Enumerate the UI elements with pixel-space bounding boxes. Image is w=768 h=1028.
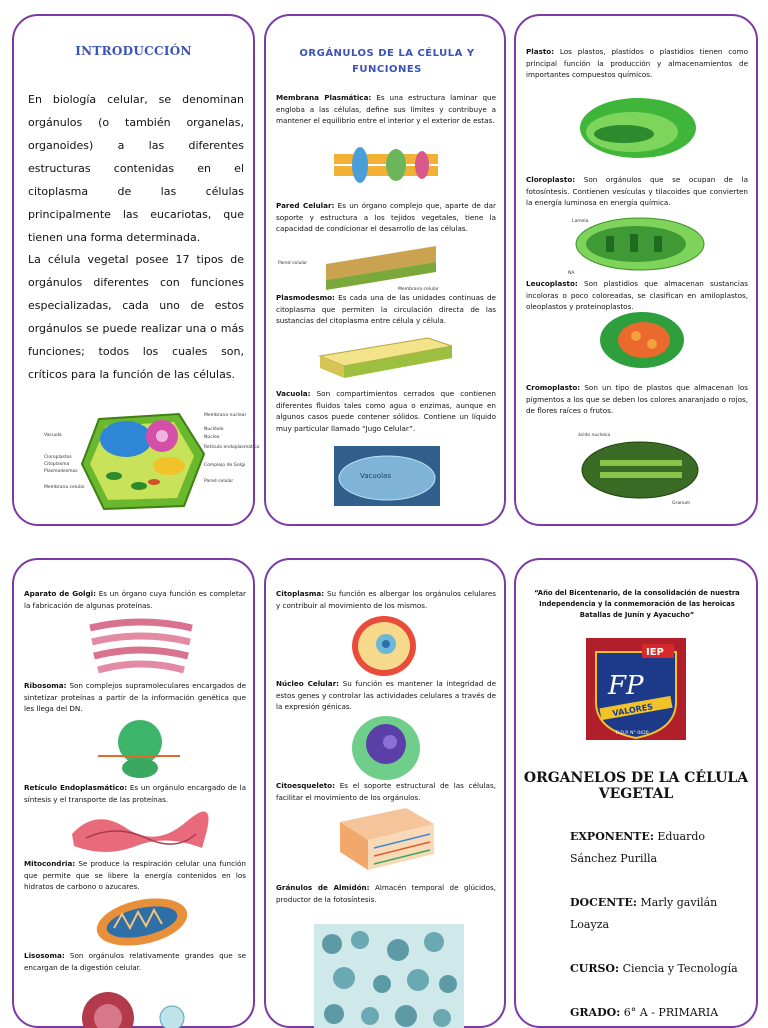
- item-name: Cloroplasto:: [526, 175, 576, 184]
- item-name: Lisosoma:: [24, 951, 65, 960]
- item-text: Es un orgánulo encargado de la síntesis y el transporte de las proteínas.: [24, 783, 246, 804]
- item-name: Membrana Plasmática:: [276, 93, 372, 102]
- golgi-cisterna: [94, 650, 188, 656]
- starch-granule: [647, 339, 657, 349]
- item-text: Su función es mantener la integridad de estos genes y controlar las actividades celulares a través de la expresión génicas.: [276, 679, 496, 711]
- item-lisosoma: [24, 950, 246, 973]
- item-name: Núcleo Celular:: [276, 679, 340, 688]
- item-text: Son complejos supramoleculares encargados de sintetizar proteínas a partir de la información genética que les llega del DN.: [24, 681, 246, 713]
- cover-docente: [570, 892, 746, 936]
- item-name: Plasto:: [526, 47, 555, 56]
- starch-granule: [433, 1009, 451, 1027]
- item-name: Cromoplasto:: [526, 383, 581, 392]
- cover-quote: “Año del Bicentenario, de la consolidación de nuestra Independencia y la conmemoración de las heroicas Batallas de Junín y Ayacucho”: [534, 589, 740, 619]
- item-text: Almacén temporal de glúcidos, productor de la fotosíntesis.: [276, 883, 496, 904]
- panel-citoplasma: [264, 558, 506, 1028]
- item-name: Citoplasma:: [276, 589, 325, 598]
- item-name: Pared Celular:: [276, 201, 335, 210]
- item-name: Vacuola:: [276, 389, 311, 398]
- exponente-label: EXPONENTE:: [570, 830, 654, 843]
- label-membrana-nuclear: Membrana nuclear: [204, 413, 247, 418]
- organulos-title: ORGÁNULOS DE LA CÉLULA Y FUNCIONES: [299, 48, 475, 75]
- school-logo: [586, 638, 686, 740]
- docente-value: Marly gavilán Loayza: [570, 896, 718, 931]
- label-acido-nucleico: ácido nucleico: [578, 433, 611, 438]
- item-granulos: [276, 882, 496, 905]
- item-mitocondria: [24, 858, 246, 893]
- ribosoma-image: [94, 716, 184, 780]
- intro-paragraph-2: La célula vegetal posee 17 tipos de orgánulos diferentes con funciones especializadas, cada uno de estos orgánulos se puede realizar una o más funciones; todos los cuales son, críticos para la función de las células.: [28, 253, 244, 381]
- protein-shape: [352, 147, 368, 183]
- starch-granule: [407, 969, 429, 991]
- label-nucleolo: Nucléolo: [204, 427, 224, 432]
- label-citoplasma: Citoplasma: [44, 462, 70, 467]
- label-nucleo: Núcleo: [204, 435, 220, 440]
- panel-portada: [514, 558, 758, 1028]
- item-plasto: [526, 46, 748, 81]
- panel-organulos: [264, 14, 506, 526]
- leucoplasto-inner: [618, 322, 670, 358]
- starch-granule: [361, 1007, 379, 1025]
- item-text: Son compartimientos cerrados que contienen diferentes fluidos tales como agua o enzimas, aunque en algunos casos puede contener sólidos. Contiene un líquido muy particular llamado “Jugo Celular”.: [276, 389, 496, 433]
- label-granum: Granum: [672, 501, 691, 506]
- reticulo-image: [66, 804, 210, 854]
- item-citoesqueleto: [276, 780, 496, 803]
- starch-granule: [351, 931, 369, 949]
- golgi-cisterna: [92, 636, 190, 642]
- item-text: Son un tipo de plastos que almacenan los pigmentos a los que se deben los colores anaranjado o rojos, de flores raíces o frutos.: [526, 383, 749, 415]
- starch-granule: [324, 1004, 344, 1024]
- exponente-value: Eduardo Sánchez Purilla: [570, 830, 706, 865]
- label-cloroplastos: Cloroplastos: [44, 455, 72, 460]
- item-ribosoma: [24, 680, 246, 715]
- lisosoma-image: [78, 988, 190, 1028]
- item-plasmodesmo: [276, 292, 496, 327]
- starch-granule: [322, 934, 342, 954]
- label-golgi: Complejo de Golgi: [204, 463, 246, 468]
- golgi-cisterna: [90, 622, 192, 628]
- mitocondria-image: [88, 890, 192, 950]
- cover-grado: [570, 1002, 746, 1024]
- starch-granule: [439, 975, 457, 993]
- starch-granule: [631, 331, 641, 341]
- cover-curso: [570, 958, 746, 980]
- item-vacuola: [276, 388, 496, 434]
- vacuole-image: [334, 446, 440, 506]
- item-cromoplasto: [526, 382, 748, 417]
- item-text: Los plastos, plastidos o plastidios tienen como principal función la producción y almacenamientos de importantes compuestos químicos.: [526, 47, 748, 79]
- logo-band-text: VALORES: [611, 702, 654, 719]
- item-name: Ribosoma:: [24, 681, 67, 690]
- panel-golgi: [12, 558, 255, 1028]
- thylakoid-band: [600, 460, 682, 466]
- plasto-thylakoid: [594, 125, 654, 143]
- chloroplast-shape: [131, 482, 147, 490]
- cover-title: ORGANELOS DE LA CÉLULA VEGETAL: [523, 770, 749, 802]
- label-membrana-celular: Membrana celular: [44, 485, 85, 490]
- protein-shape: [386, 149, 406, 181]
- label-pared: Pared celular: [204, 479, 234, 484]
- lysosome-vesicle: [160, 1006, 184, 1028]
- citoesqueleto-image: [334, 804, 438, 874]
- starch-granule: [373, 975, 391, 993]
- starch-granule: [387, 939, 409, 961]
- nucleolus-shape: [382, 640, 390, 648]
- nucleolus-shape: [383, 735, 397, 749]
- plant-cell-diagram: [44, 394, 260, 516]
- cloroplasto-image: [566, 214, 706, 278]
- granum-stack: [606, 236, 614, 252]
- granum-stack: [630, 234, 638, 252]
- protein-shape: [415, 151, 429, 179]
- item-text: Es el soporte estructural de las células, facilitar el movimiento de los orgánulos.: [276, 781, 496, 802]
- label-vacuolas: Vacuolas: [360, 472, 391, 480]
- chloroplast-shape: [106, 472, 122, 480]
- citoplasma-image: [350, 614, 420, 678]
- panel-plastos: [514, 14, 758, 526]
- logo-fp-text: FP: [608, 671, 644, 701]
- curso-value: Ciencia y Tecnología: [622, 962, 738, 975]
- item-text: Es un órgano cuya función es completar la fabricación de algunas proteínas.: [24, 589, 246, 610]
- golgi-shape: [153, 457, 185, 475]
- logo-top-text: IEP: [646, 647, 664, 658]
- docente-label: DOCENTE:: [570, 896, 637, 909]
- grado-label: GRADO:: [570, 1006, 621, 1019]
- item-name: Citoesqueleto:: [276, 781, 335, 790]
- item-cloroplasto: [526, 174, 748, 209]
- granulos-image: [314, 924, 464, 1028]
- plasto-image: [574, 88, 698, 164]
- item-text: Se produce la respiración celular una función que permite que se libere la energía contenidos en los hidratos de carbono o azucares.: [24, 859, 246, 891]
- cromoplasto-outer: [582, 442, 698, 498]
- logo-bottom-text: R.D.P. N° 0420: [616, 731, 649, 736]
- golgi-cisterna: [98, 664, 184, 670]
- cover-exponente: [570, 826, 746, 870]
- ribosome-large: [118, 720, 162, 764]
- golgi-image: [80, 614, 202, 680]
- membrane-image: [330, 136, 442, 192]
- item-pared: [276, 200, 496, 235]
- item-name: Aparato de Golgi:: [24, 589, 97, 598]
- item-citoplasma: [276, 588, 496, 611]
- item-reticulo: [24, 782, 246, 805]
- intro-title: INTRODUCCIÓN: [75, 44, 192, 58]
- thylakoid-band: [600, 472, 682, 478]
- item-text: Son orgánulos que se ocupan de la fotosíntesis. Contienen vesículas y tilacoides que convierten la energía luminosa en energía química.: [526, 175, 748, 207]
- label-reticulo: Retículo endoplasmático: [204, 445, 260, 450]
- starch-granule: [424, 932, 444, 952]
- item-text: Son orgánulos relativamente grandes que se encargan de la digestión celular.: [24, 951, 246, 972]
- item-text: Es cada una de las unidades continuas de citoplasma que permiten la circulación directa de las sustancias del citoplasma entre célula y célula.: [276, 293, 496, 325]
- label-na: NA: [568, 271, 575, 276]
- item-name: Mitocondria:: [24, 859, 76, 868]
- nucleolus-shape: [156, 430, 168, 442]
- item-name: Leucoplasto:: [526, 279, 578, 288]
- item-membrana: [276, 92, 496, 127]
- ribosome-small: [122, 758, 158, 778]
- cromoplasto-image: [576, 430, 700, 508]
- curso-label: CURSO:: [570, 962, 620, 975]
- item-text: Son plastidios que almacenan sustancias incoloras o poco coloreadas, se clasifican en amiloplastos, oleoplastos y proteinoplastos.: [526, 279, 748, 311]
- item-nucleo: [276, 678, 496, 713]
- starch-granule: [333, 967, 355, 989]
- item-name: Plasmodesmo:: [276, 293, 335, 302]
- item-name: Retículo Endoplasmático:: [24, 783, 128, 792]
- label-lamela: Lamela: [572, 219, 589, 224]
- label-vacuola: Vacuola: [44, 433, 62, 438]
- granum-stack: [654, 236, 662, 252]
- cell-wall-image: [276, 242, 446, 294]
- label-membrana-celular: Membrana celular: [398, 287, 439, 292]
- grado-value: 6° A - PRIMARIA: [623, 1006, 719, 1019]
- starch-granule: [395, 1005, 417, 1027]
- vacuole-shape: [100, 421, 152, 457]
- panel-introduccion: [12, 14, 260, 526]
- mitochondria-shape: [148, 479, 160, 485]
- item-text: Su función es albergar los orgánulos celulares y contribuir al movimiento de los mismos.: [276, 589, 496, 610]
- item-golgi: [24, 588, 246, 611]
- label-pared-celular: Pared celular: [278, 261, 308, 266]
- item-text: Es una estructura laminar que engloba a las células, define sus límites y contribuye a mantener el equilibrio entre el interior y el exterior de estas.: [276, 93, 496, 125]
- leucoplasto-image: [596, 308, 688, 370]
- item-text: Es un órgano complejo que, aparte de dar soporte y estructura a los tejidos vegetales, tiene la capacidad de condicionar el desarrollo de las células.: [276, 201, 496, 233]
- reticulo-shape: [72, 811, 209, 852]
- item-name: Gránulos de Almidón:: [276, 883, 370, 892]
- label-plasmodesmos: Plasmodesmos: [44, 469, 78, 474]
- intro-paragraph-1: En biología celular, se denominan orgánulos (o también organelas, organoides) a las diferentes estructuras contenidas en el citoplasma de las células principalmente las eucariotas, que tienen una forma determinada.: [28, 93, 244, 244]
- nucleo-image: [350, 712, 424, 782]
- plasmodesmo-image: [316, 334, 456, 382]
